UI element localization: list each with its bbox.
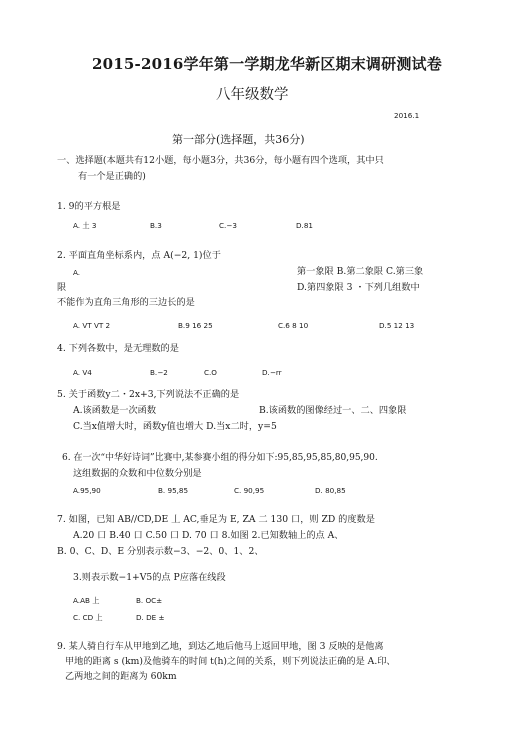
question-9-stem-line-2: 甲地的距离 s (km)及他骑车的时间 t(h)之间的关系，则下列说法正确的是 A.印、 bbox=[65, 656, 396, 667]
question-7-options: A.20 口 B.40 口 C.50 口 D. 70 口 8.如图 2.已知数轴上的点 A、 bbox=[73, 530, 344, 541]
question-6-option-a: A.95,90 bbox=[73, 486, 101, 495]
question-7-stem: 7. 如图，已知 AB//CD,DE 丄 AC,垂足为 E, ZA 二 130 口，则 ZD 的度数是 bbox=[57, 514, 375, 525]
question-1-option-b: B.3 bbox=[150, 221, 162, 230]
question-8-option-a: A.AB 上 bbox=[73, 596, 100, 605]
question-2-stem: 2. 平面直角坐标系内，点 A(−2, 1)位于 bbox=[57, 250, 221, 261]
question-3-stem-tail: 不能作为直角三角形的三边长的是 bbox=[57, 297, 195, 308]
exam-title: 2015-2016学年第一学期龙华新区期末调研测试卷 bbox=[92, 55, 442, 73]
question-4-option-a: A. V4 bbox=[73, 368, 92, 377]
question-4-option-b: B.−2 bbox=[150, 368, 168, 377]
question-4-stem: 4. 下列各数中，是无理数的是 bbox=[57, 343, 179, 354]
question-3-option-c: C.6 8 10 bbox=[278, 321, 309, 330]
question-9-stem-line-3: 乙两地之间的距离为 60km bbox=[65, 671, 177, 682]
question-5-stem: 5. 关于函数y二・2x+3,下列说法不正确的是 bbox=[57, 389, 240, 400]
question-8-stem: 3.则表示数−1+V5的点 P应落在线段 bbox=[73, 572, 226, 583]
question-5-options-cd: C.当x值增大时，函数y值也增大 D.当x二时，y=5 bbox=[73, 421, 277, 432]
question-2-options-line: 第一象限 B.第二象限 C.第三象 bbox=[297, 266, 424, 277]
question-6-stem-line-2: 这组数据的众数和中位数分别是 bbox=[73, 468, 202, 479]
question-8-stem-line: B. 0、C、D、E 分别表示数−3、−2、0、1、2、 bbox=[57, 546, 264, 557]
question-3-option-a: A. VT VT 2 bbox=[73, 321, 111, 330]
question-2-continuation-right: D.第四象限 3 ・下列几组数中 bbox=[297, 282, 420, 293]
question-1-stem: 1. 9的平方根是 bbox=[57, 201, 121, 212]
question-8-option-c: C. CD 上 bbox=[73, 613, 103, 622]
exam-subtitle: 八年级数学 bbox=[216, 87, 289, 103]
question-6-option-b: B. 95,85 bbox=[158, 486, 189, 495]
question-5-option-b: B.该函数的图像经过一、二、四象限 bbox=[259, 405, 407, 416]
question-4-option-d: D.−rr bbox=[262, 368, 282, 377]
question-2-option-a: A. bbox=[73, 268, 81, 277]
question-3-option-d: D.5 12 13 bbox=[379, 321, 415, 330]
question-4-option-c: C.O bbox=[204, 368, 217, 377]
question-1-option-c: C.−3 bbox=[219, 221, 237, 230]
question-6-option-d: D. 80,85 bbox=[315, 486, 346, 495]
question-2-continuation-left: 限 bbox=[57, 282, 67, 293]
section-heading: 第一部分(选择题，共36分) bbox=[172, 133, 305, 146]
question-5-option-a: A.该函数是一次函数 bbox=[73, 405, 157, 416]
question-1-option-d: D.81 bbox=[296, 221, 313, 230]
question-1-option-a: A. 土 3 bbox=[73, 221, 97, 230]
question-8-option-b: B. OC± bbox=[136, 596, 163, 605]
question-8-option-d: D. DE ± bbox=[136, 613, 165, 622]
exam-date: 2016.1 bbox=[394, 111, 420, 120]
question-9-stem: 9. 某人骑自行车从甲地到乙地，到达乙地后他马上返回甲地，图 3 反映的是他离 bbox=[57, 641, 384, 652]
instructions-line-2: 有一个是正确的) bbox=[78, 171, 146, 182]
question-6-stem: 6. 在一次“中华好诗词”比赛中,某参赛小组的得分如下:95,85,95,85,80,95,90. bbox=[62, 453, 378, 463]
question-3-option-b: B.9 16 25 bbox=[178, 321, 213, 330]
question-6-option-c: C. 90,95 bbox=[234, 486, 265, 495]
instructions-line-1: 一、选择题(本题共有12小题，每小题3分，共36分，每小题有四个选项，其中只 bbox=[57, 155, 384, 166]
